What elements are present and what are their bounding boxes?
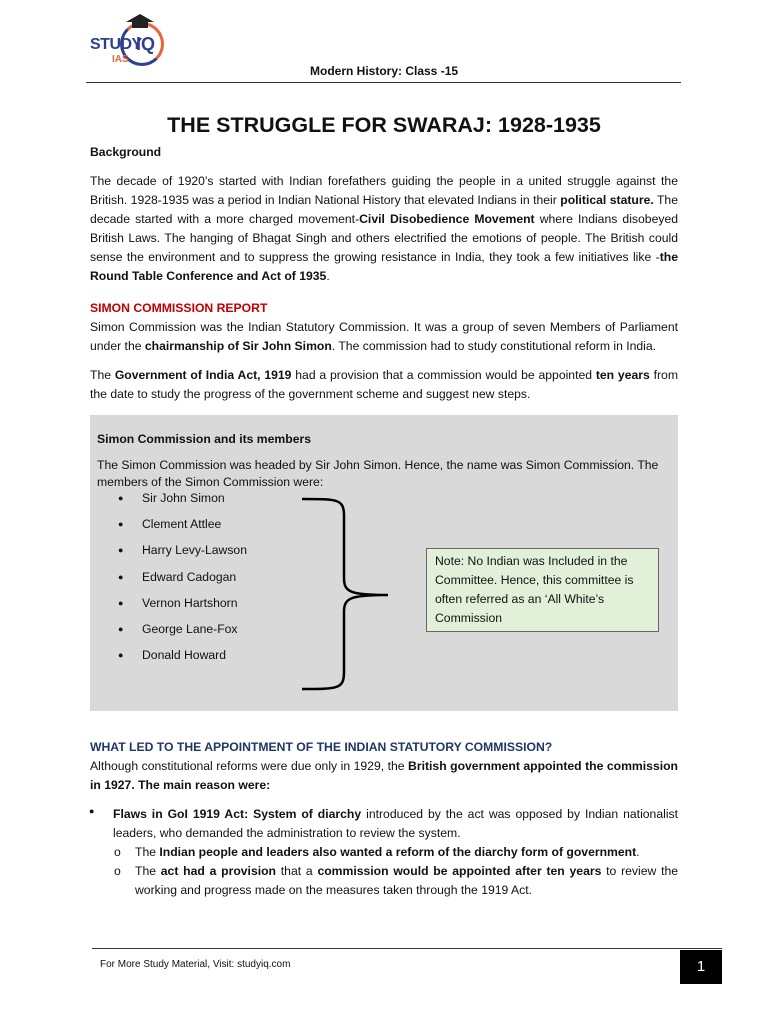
member-item: Donald Howard [142, 648, 227, 663]
page-title: THE STRUGGLE FOR SWARAJ: 1928-1935 [167, 113, 601, 137]
member-item: Edward Cadogan [142, 569, 237, 584]
studyiq-logo [86, 8, 170, 74]
simon-paragraph-1: Simon Commission was the Indian Statutory Commission. It was a group of seven Members of Parliament under the chairmanship of Sir John Simon. The commission had to study constitutional reform in India. [90, 320, 678, 353]
footer-divider [92, 948, 722, 949]
graduation-cap-icon [126, 14, 154, 22]
member-bullet: ● [118, 597, 124, 608]
note-box: Note: No Indian was Included in the Committee. Hence, this committee is often referred as an ‘All White’s Commission [426, 548, 659, 632]
simon-heading: SIMON COMMISSION REPORT [90, 301, 268, 315]
header-subtitle: Modern History: Class -15 [310, 64, 459, 78]
appointment-heading: WHAT LED TO THE APPOINTMENT OF THE INDIAN STATUTORY COMMISSION? [90, 740, 553, 754]
appointment-bullet: ● [89, 806, 95, 816]
member-bullet: ● [118, 545, 124, 556]
appointment-bullet-1: Flaws in GoI 1919 Act: System of diarchy introduced by the act was opposed by Indian nationalist leaders, who demanded the administration to review the system. [113, 807, 679, 840]
member-bullet: ● [118, 571, 124, 582]
brace-icon [298, 496, 394, 696]
member-item: George Lane-Fox [142, 622, 238, 636]
sub-bullet-marker: o [114, 864, 121, 878]
header-divider [86, 82, 681, 83]
member-bullet: ● [118, 650, 124, 661]
members-heading: Simon Commission and its members [97, 432, 312, 446]
logo-study-text: STUDY [90, 36, 142, 53]
member-item: Clement Attlee [142, 517, 222, 532]
graduation-cap-base [132, 22, 148, 28]
member-bullet: ● [118, 624, 124, 634]
member-item: Harry Levy-Lawson [142, 543, 247, 558]
member-bullet: ● [118, 519, 124, 530]
member-bullet: ● [118, 493, 124, 503]
background-paragraph: The decade of 1920’s started with Indian forefathers guiding the people in a united struggle against the British. 1928-1935 was a period in Indian National History that elevated Indians in their political stature. The decade started with a more charged movement-Civil Disobedience Movement where Indians disobeyed British Laws. The hanging of Bhagat Singh and others electrified the emotions of people. The British could sense the environment and to suppress the growing resistance in India, they took a few initiatives like -the Round Table Conference and Act of 1935. [90, 174, 678, 283]
background-heading: Background [90, 145, 162, 159]
appointment-paragraph: Although constitutional reforms were due only in 1929, the British government appointed the commission in 1927. The main reason were: [90, 759, 678, 792]
simon-paragraph-2: The Government of India Act, 1919 had a provision that a commission would be appointed ten years from the date to study the progress of the government scheme and suggest new steps. [90, 368, 678, 401]
member-item: Vernon Hartshorn [142, 595, 238, 610]
appointment-sub-bullet-2: The act had a provision that a commission would be appointed after ten years to review the working and progress made on the measures taken through the 1919 Act. [135, 864, 679, 897]
page-number: 1 [680, 950, 722, 984]
footer-text: For More Study Material, Visit: studyiq.com [100, 959, 291, 970]
appointment-sub-bullet-1: The Indian people and leaders also wanted a reform of the diarchy form of government. [135, 845, 640, 859]
sub-bullet-marker: o [114, 845, 121, 859]
logo-iq-text: IQ [136, 34, 156, 54]
logo-ias-text: IAS [112, 54, 129, 65]
members-intro: The Simon Commission was headed by Sir John Simon. Hence, the name was Simon Commission. The members of the Simon Commission were: [97, 458, 659, 489]
member-item: Sir John Simon [142, 491, 225, 505]
